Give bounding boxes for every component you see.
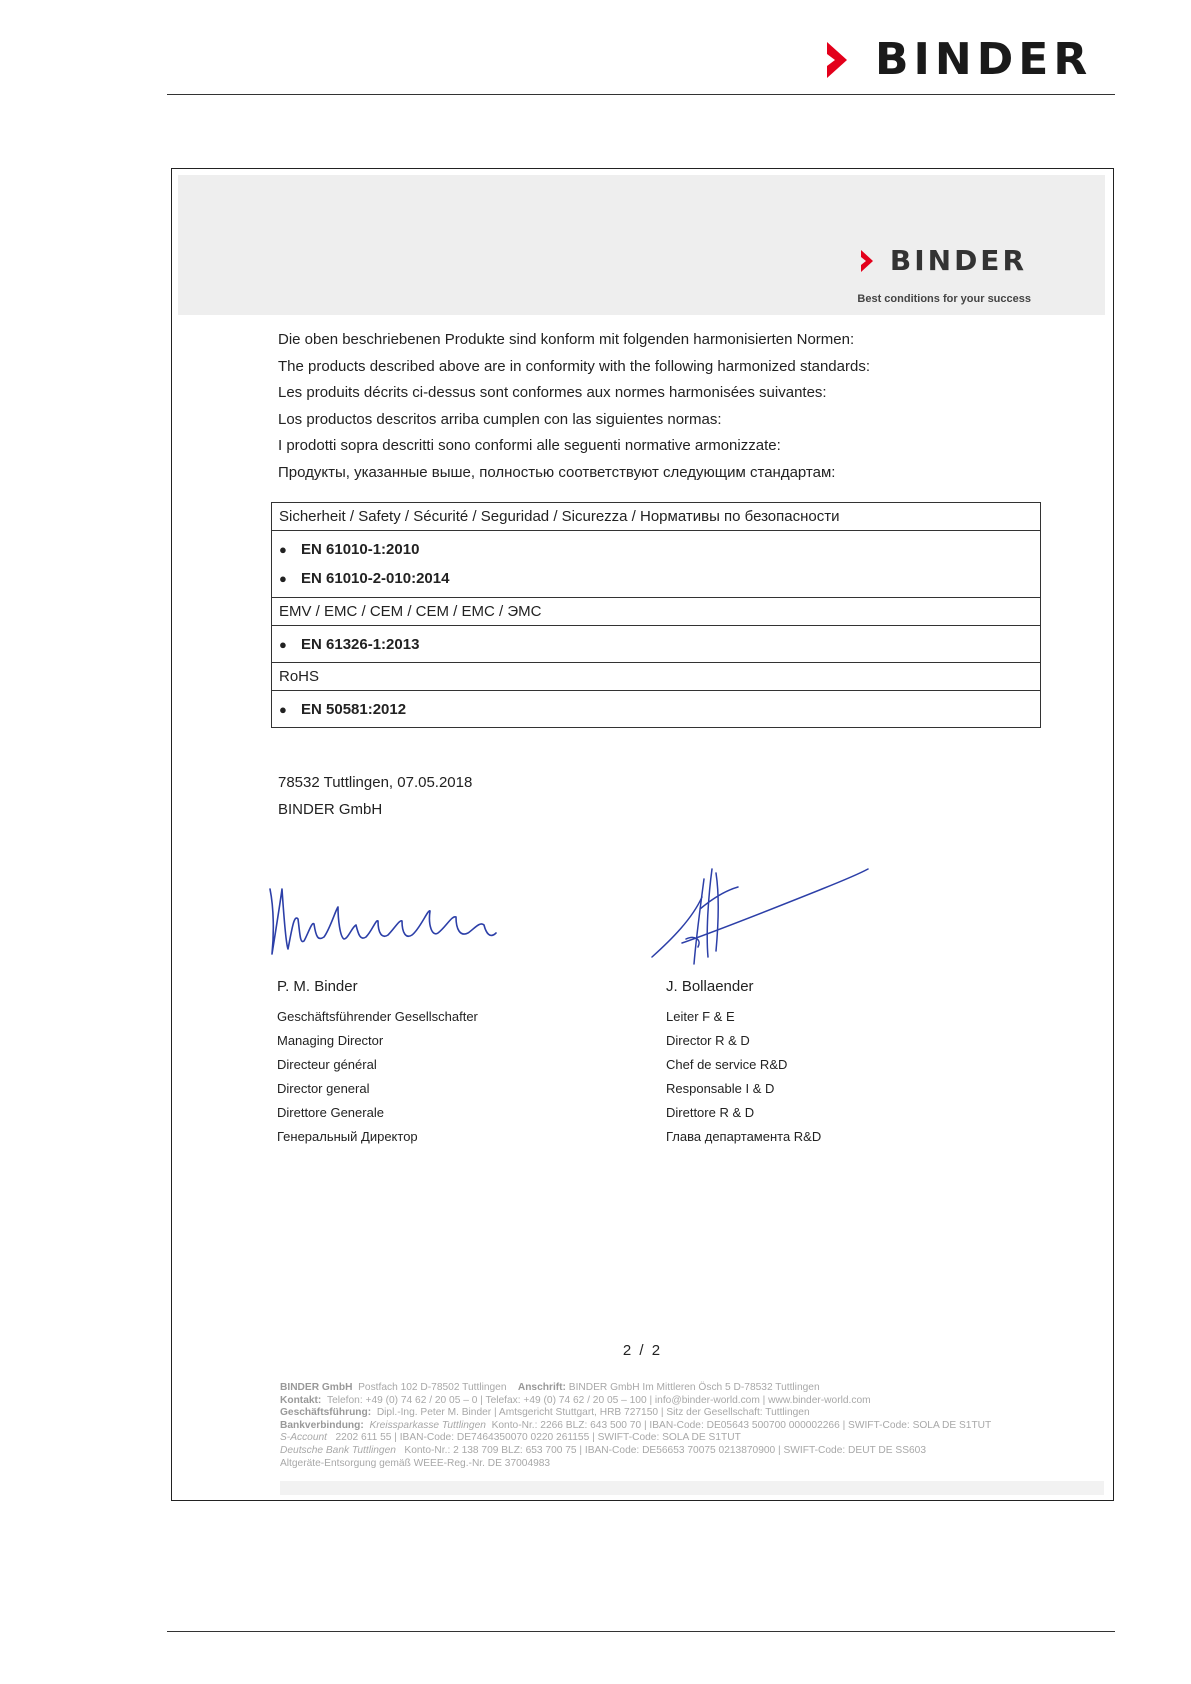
scan-binder-logo-text: BINDER — [889, 244, 1027, 277]
footer-line — [280, 1420, 991, 1433]
footer-line — [280, 1407, 991, 1420]
signer-title: Director R & D — [666, 1033, 750, 1048]
conformity-statement — [278, 327, 870, 486]
statement-line-ru: Продукты, указанные выше, полностью соответствуют следующим стандартам: — [278, 463, 836, 481]
signer-title: Chef de service R&D — [666, 1057, 788, 1072]
signer-title: Генеральный Директор — [277, 1129, 418, 1144]
signer-title: Direttore R & D — [666, 1105, 755, 1120]
scan-letterhead — [178, 175, 1105, 315]
footer-bank-details: Konto-Nr.: 2 138 709 BLZ: 653 700 75 | IBAN-Code: DE56653 70075 0213870900 | SWIFT-Code: DEUT DE SS603 — [404, 1444, 926, 1456]
signer-name: P. M. Binder — [277, 978, 358, 995]
standards-heading-emc: EMV / EMC / CEM / CEM / EMC / ЭМС — [272, 597, 1040, 625]
signer-title: Geschäftsführender Gesellschafter — [277, 1009, 478, 1024]
standard-item — [279, 564, 1040, 593]
footer-divider — [167, 1631, 1115, 1632]
statement-line-es: Los productos descritos arriba cumplen con las siguientes normas: — [278, 410, 722, 428]
signature-binder — [260, 849, 520, 969]
signature-bollaender — [642, 839, 872, 979]
standard-code: EN 61326-1:2013 — [301, 636, 420, 653]
statement-line-en: The products described above are in conformity with the following harmonized standards: — [278, 357, 870, 375]
header-divider — [167, 94, 1115, 95]
signer-title: Directeur général — [277, 1057, 377, 1072]
signer-bollaender — [666, 974, 821, 1149]
footer-address-label: Anschrift: — [517, 1382, 566, 1393]
footer-line — [280, 1382, 991, 1395]
standard-item — [279, 535, 1040, 564]
standards-list-emc — [272, 625, 1040, 662]
signer-title: Direttore Generale — [277, 1105, 384, 1120]
standards-list-safety — [272, 530, 1040, 597]
signer-title: Responsable I & D — [666, 1081, 775, 1096]
standard-item — [279, 630, 1040, 659]
standards-table — [271, 502, 1041, 728]
signer-title: Leiter F & E — [666, 1009, 735, 1024]
scan-company-footer — [280, 1382, 991, 1470]
footer-bank-name: Kreissparkasse Tuttlingen — [369, 1419, 486, 1431]
company-name: BINDER GmbH — [278, 801, 383, 818]
binder-logo-text: BINDER — [875, 34, 1093, 85]
footer-address: BINDER GmbH Im Mittleren Ösch 5 D-78532 Tuttlingen — [568, 1382, 820, 1393]
footer-bank-label: Bankverbindung: — [280, 1419, 364, 1431]
place-and-company — [278, 769, 472, 823]
bullet-icon: ● — [279, 571, 287, 586]
standard-code: EN 61010-1:2010 — [301, 541, 420, 558]
footer-line — [280, 1395, 991, 1408]
binder-logo-mark-icon — [825, 40, 865, 80]
signer-name: J. Bollaender — [666, 978, 754, 995]
statement-line-it: I prodotti sopra descritti sono conformi alle seguenti normative armonizzate: — [278, 437, 781, 454]
place-date: 78532 Tuttlingen, 07.05.2018 — [278, 774, 473, 791]
bullet-icon: ● — [279, 637, 287, 652]
footer-bank-details: Konto-Nr.: 2266 BLZ: 643 500 70 | IBAN-Code: DE05643 500700 000002266 | SWIFT-Code: SOLA DE S1TUT — [491, 1419, 992, 1431]
footer-contact-label: Kontakt: — [280, 1394, 322, 1406]
footer-management: Dipl.-Ing. Peter M. Binder | Amtsgericht Stuttgart, HRB 727150 | Sitz der Gesellschaft: Tuttlingen — [376, 1407, 810, 1419]
signer-title: Глава департамента R&D — [666, 1129, 822, 1144]
statement-line-fr: Les produits décrits ci-dessus sont conformes aux normes harmonisées suivantes: — [278, 384, 827, 401]
binder-logo — [825, 34, 1093, 85]
bullet-icon: ● — [279, 702, 287, 717]
standards-heading-safety: Sicherheit / Safety / Sécurité / Seguridad / Sicurezza / Нормативы по безопасности — [279, 508, 840, 525]
standards-list-rohs — [272, 690, 1040, 727]
standard-code: EN 61010-2-010:2014 — [301, 570, 450, 587]
scan-bottom-band — [280, 1481, 1104, 1495]
footer-line: Altgeräte-Entsorgung gemäß WEEE-Reg.-Nr. DE 37004983 — [280, 1457, 551, 1469]
scan-tagline: Best conditions for your success — [857, 293, 1031, 305]
scan-binder-logo-mark-icon — [860, 249, 884, 273]
bullet-icon: ● — [279, 542, 287, 557]
footer-postfach: Postfach 102 D-78502 Tuttlingen — [358, 1382, 507, 1393]
footer-line — [280, 1432, 991, 1445]
standard-code: EN 50581:2012 — [301, 701, 407, 718]
scanned-declaration — [171, 168, 1114, 1501]
standards-heading-rohs: RoHS — [272, 662, 1040, 690]
footer-bank-name: S-Account — [280, 1432, 327, 1444]
footer-management-label: Geschäftsführung: — [280, 1407, 372, 1419]
footer-line — [280, 1445, 991, 1458]
signer-title: Director general — [277, 1081, 370, 1096]
standard-item — [279, 695, 1040, 724]
footer-bank-details: 2202 611 55 | IBAN-Code: DE7464350070 0220 261155 | SWIFT-Code: SOLA DE S1TUT — [335, 1432, 741, 1444]
signer-title: Managing Director — [277, 1033, 384, 1048]
footer-company: BINDER GmbH — [280, 1382, 353, 1393]
signer-binder — [277, 974, 478, 1149]
footer-contact: Telefon: +49 (0) 74 62 / 20 05 – 0 | Telefax: +49 (0) 74 62 / 20 05 – 100 | info@binder-world.com | www.binder-world.com — [326, 1394, 871, 1406]
scan-binder-logo — [860, 244, 1027, 277]
footer-bank-name: Deutsche Bank Tuttlingen — [280, 1444, 396, 1456]
statement-line-de: Die oben beschriebenen Produkte sind konform mit folgenden harmonisierten Normen: — [278, 331, 855, 348]
scan-page-number: 2 / 2 — [622, 1342, 663, 1359]
